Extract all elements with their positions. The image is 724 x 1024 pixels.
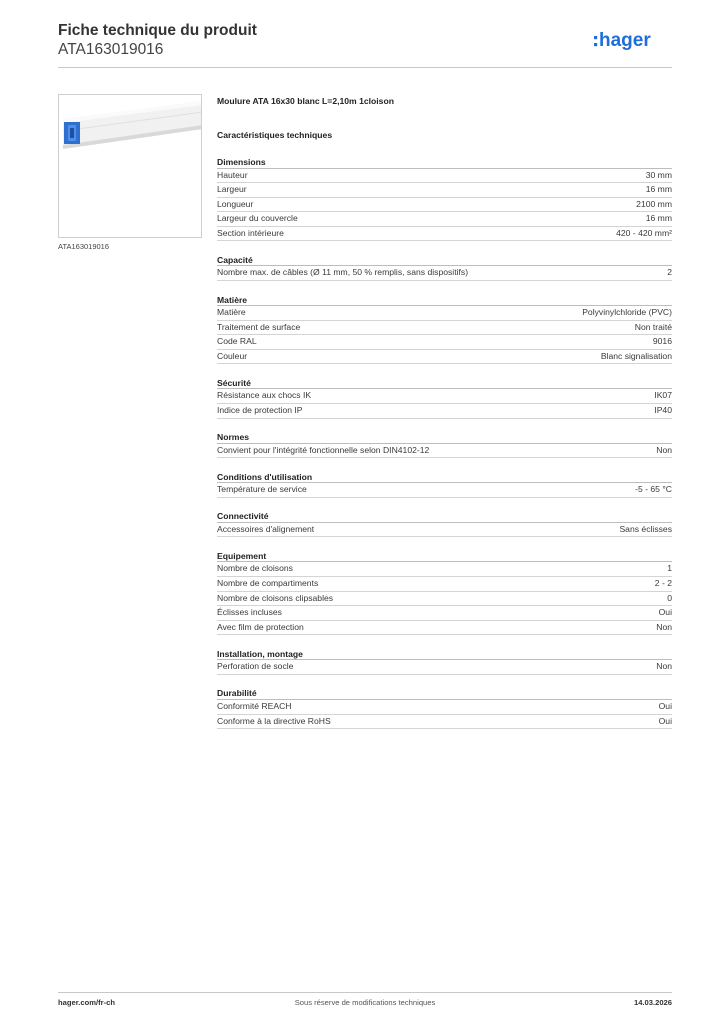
spec-row — [217, 169, 672, 184]
spec-label: Indice de protection IP — [217, 405, 303, 416]
spec-label: Éclisses incluses — [217, 607, 282, 618]
spec-section — [217, 294, 672, 365]
spec-value: 1 — [667, 563, 672, 574]
cable-duct-illustration — [59, 95, 202, 238]
footer-website[interactable]: hager.com/fr-ch — [58, 998, 115, 1007]
spec-content — [217, 96, 672, 742]
product-name: Moulure ATA 16x30 blanc L=2,10m 1cloison — [217, 96, 394, 106]
spec-value: Non traité — [634, 321, 672, 332]
spec-label: Résistance aux chocs IK — [217, 390, 312, 401]
spec-value: 2 - 2 — [654, 578, 672, 588]
section-title: Normes — [217, 431, 672, 444]
spec-value: Non — [656, 661, 672, 672]
footer-date: 14.03.2026 — [633, 998, 672, 1007]
spec-label: Hauteur — [217, 169, 248, 180]
spec-value: 2100 mm — [636, 198, 672, 209]
spec-row — [217, 577, 672, 592]
footer-divider — [58, 992, 672, 993]
spec-row — [217, 592, 672, 607]
spec-row — [217, 621, 672, 636]
spec-row — [217, 350, 672, 365]
spec-row — [217, 266, 672, 281]
section-title: Equipement — [217, 550, 672, 563]
spec-label: Traitement de surface — [217, 321, 301, 332]
specs-heading: Caractéristiques techniques — [217, 130, 333, 140]
spec-row — [217, 700, 672, 715]
spec-row — [217, 562, 672, 577]
spec-value: Oui — [658, 700, 672, 711]
spec-section — [217, 648, 672, 675]
spec-row — [217, 183, 672, 198]
spec-value: Oui — [658, 715, 672, 726]
section-title: Sécurité — [217, 377, 672, 390]
spec-value: Polyvinylchloride (PVC) — [582, 307, 672, 318]
product-image — [58, 94, 202, 238]
spec-label: Nombre de cloisons — [217, 563, 293, 574]
spec-section — [217, 471, 672, 498]
product-reference: ATA163019016 — [58, 41, 164, 58]
spec-row — [217, 212, 672, 227]
spec-value: Oui — [658, 607, 672, 618]
spec-label: Nombre de cloisons clipsables — [217, 592, 334, 603]
spec-row — [217, 606, 672, 621]
spec-label: Convient pour l'intégrité fonctionnelle selon DIN4102-12 — [217, 444, 430, 455]
spec-label: Conformité REACH — [217, 700, 292, 711]
spec-value: 0 — [667, 592, 672, 603]
document-title: Fiche technique du produit — [58, 22, 257, 39]
spec-label: Largeur — [217, 184, 247, 195]
spec-label: Conforme à la directive RoHS — [217, 715, 331, 726]
header-divider — [58, 67, 672, 68]
spec-row — [217, 404, 672, 419]
spec-section — [217, 431, 672, 458]
spec-row — [217, 444, 672, 459]
spec-row — [217, 321, 672, 336]
spec-row — [217, 660, 672, 675]
spec-label: Nombre max. de câbles (Ø 11 mm, 50 % remplis, sans dispositifs) — [217, 267, 469, 278]
spec-row — [217, 227, 672, 242]
spec-label: Perforation de socle — [217, 661, 294, 672]
spec-label: Matière — [217, 307, 246, 318]
spec-row — [217, 335, 672, 350]
spec-section — [217, 377, 672, 419]
spec-row — [217, 306, 672, 321]
spec-section — [217, 687, 672, 729]
spec-value: 16 mm — [645, 184, 672, 195]
logo-text: hager — [599, 30, 651, 51]
section-title: Dimensions — [217, 156, 672, 169]
spec-label: Couleur — [217, 350, 248, 361]
spec-value: 9016 — [652, 336, 672, 347]
spec-value: 30 mm — [645, 169, 672, 180]
hager-logo — [592, 28, 672, 52]
section-title: Conditions d'utilisation — [217, 471, 672, 484]
spec-value: Sans éclisses — [619, 523, 672, 534]
spec-value: Blanc signalisation — [600, 350, 672, 361]
spec-section — [217, 550, 672, 635]
footer-disclaimer: Sous réserve de modifications techniques — [294, 998, 436, 1007]
spec-label: Section intérieure — [217, 227, 284, 238]
spec-section — [217, 156, 672, 241]
spec-row — [217, 483, 672, 498]
spec-value: IP40 — [654, 405, 672, 416]
page-footer — [58, 998, 672, 1010]
spec-label: Code RAL — [217, 336, 257, 347]
spec-label: Accessoires d'alignement — [217, 523, 315, 534]
spec-value: Non — [656, 444, 672, 455]
spec-row — [217, 198, 672, 213]
spec-row — [217, 523, 672, 538]
spec-value: 16 mm — [645, 213, 672, 224]
spec-label: Avec film de protection — [217, 621, 304, 632]
section-title: Capacité — [217, 254, 672, 267]
image-caption: ATA163019016 — [58, 242, 110, 251]
spec-value: IK07 — [654, 390, 672, 401]
spec-section — [217, 510, 672, 537]
section-title: Connectivité — [217, 510, 672, 523]
spec-label: Nombre de compartiments — [217, 578, 319, 588]
spec-label: Température de service — [217, 484, 307, 495]
spec-label: Longueur — [217, 198, 254, 209]
spec-value: -5 - 65 °C — [635, 484, 672, 495]
spec-row — [217, 715, 672, 730]
section-title: Installation, montage — [217, 648, 672, 661]
section-title: Durabilité — [217, 687, 672, 700]
page-header — [58, 22, 672, 68]
specs-table — [217, 156, 672, 729]
spec-section — [217, 254, 672, 281]
spec-label: Largeur du couvercle — [217, 213, 298, 224]
spec-row — [217, 389, 672, 404]
spec-value: 2 — [667, 267, 672, 278]
spec-value: Non — [656, 621, 672, 632]
spec-value: 420 - 420 mm² — [616, 227, 672, 238]
section-title: Matière — [217, 294, 672, 307]
